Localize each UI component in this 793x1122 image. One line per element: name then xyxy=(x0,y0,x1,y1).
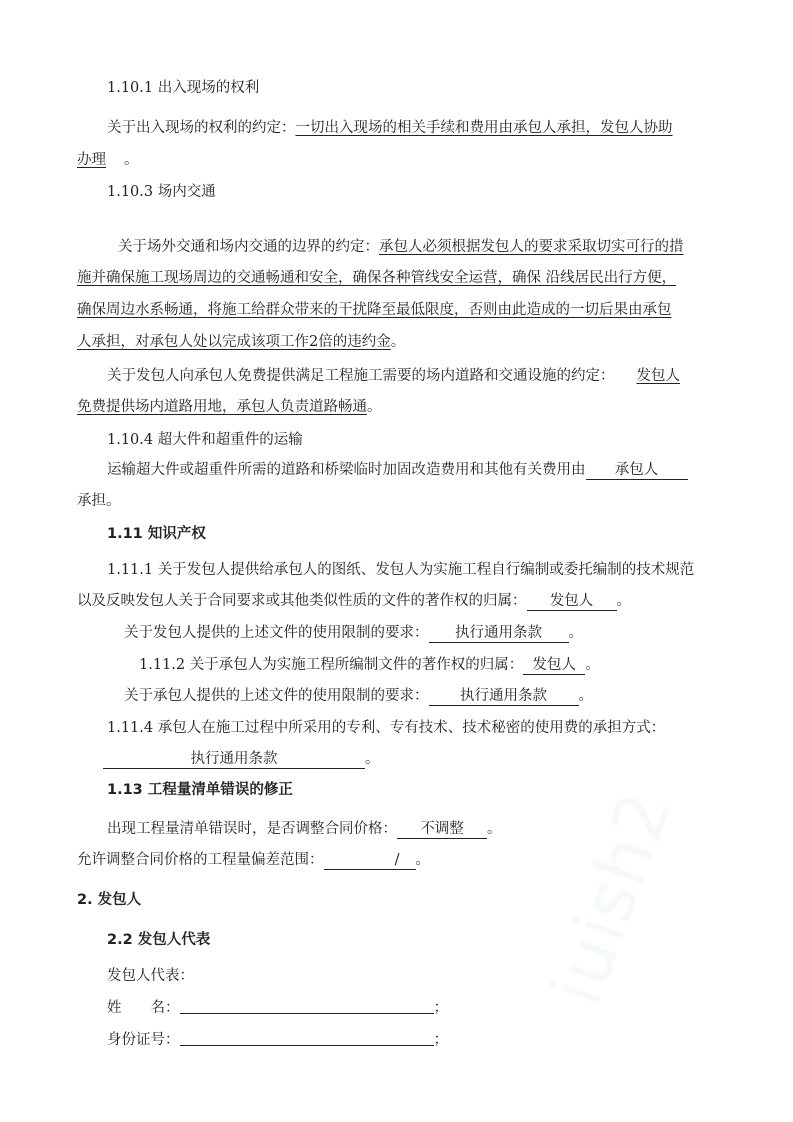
label: 关于场外交通和场内交通的边界的约定： xyxy=(118,239,379,255)
value: 不调整 xyxy=(397,821,487,839)
end: ； xyxy=(433,1000,448,1016)
value: 发包人 xyxy=(523,657,585,675)
end: 。 xyxy=(585,657,600,673)
ip-1-11-1-line3 xyxy=(124,623,583,643)
ip-1-11-1-line1: 1.11.1 关于发包人提供给承包人的图纸、发包人为实施工程自行编制或委托编制的技术规范 xyxy=(107,562,695,578)
heading-1-10-1: 1.10.1 出入现场的权利 xyxy=(107,80,260,96)
entry-access-rights-cont xyxy=(77,150,139,170)
value: 发包人 xyxy=(636,368,680,384)
heading-1-13: 1.13 工程量清单错误的修正 xyxy=(107,782,293,798)
value: / xyxy=(324,852,416,870)
heading-1-10-4: 1.10.4 超大件和超重件的运输 xyxy=(107,432,303,448)
end: 。 xyxy=(487,821,502,837)
label: 关于发包人提供的上述文件的使用限制的要求： xyxy=(124,625,429,641)
rep-intro: 发包人代表： xyxy=(107,968,194,984)
label: 以及反映发包人关于合同要求或其他类似性质的文件的著作权的归属： xyxy=(77,593,527,609)
boq-deviation-range xyxy=(77,850,430,870)
traffic-boundary-line3: 确保周边水系畅通，将施工给群众带来的干扰降至最低限度，否则由此造成的一切后果由承包 xyxy=(77,302,672,318)
heading-2: 2. 发包人 xyxy=(77,892,142,908)
id-number-field[interactable] xyxy=(180,1030,434,1046)
heading-1-10-3: 1.10.3 场内交通 xyxy=(107,184,216,200)
name-field[interactable] xyxy=(180,998,434,1014)
label: 关于承包人提供的上述文件的使用限制的要求： xyxy=(124,688,429,704)
watermark: iuish2 xyxy=(535,780,688,1016)
id-label: 身份证号： xyxy=(107,1032,180,1048)
ip-1-11-4-line1: 1.11.4 承包人在施工过程中所采用的专利、专有技术、技术秘密的使用费的承担方式： xyxy=(107,720,666,736)
label: 运输超大件或超重件所需的道路和桥梁临时加固改造费用和其他有关费用由 xyxy=(107,462,586,478)
label: 允许调整合同价格的工程量偏差范围： xyxy=(77,852,324,868)
traffic-boundary-line1 xyxy=(118,237,684,257)
value: 办理 xyxy=(77,152,106,168)
label: 关于发包人向承包人免费提供满足工程施工需要的场内道路和交通设施的约定： xyxy=(107,368,615,384)
value: 执行通用条款 xyxy=(429,688,579,706)
site-roads-line2 xyxy=(77,397,382,417)
name-label: 姓 名： xyxy=(107,1000,180,1016)
boq-adjust-price xyxy=(107,819,502,839)
rep-name-row xyxy=(107,998,448,1018)
label: 出现工程量清单错误时，是否调整合同价格： xyxy=(107,821,397,837)
heading-1-11: 1.11 知识产权 xyxy=(107,526,206,542)
value: 人承担，对承包人处以完成该项工作2倍的违约金 xyxy=(77,334,391,350)
value: 执行通用条款 xyxy=(103,751,365,769)
label: 1.11.2 关于承包人为实施工程所编制文件的著作权的归属： xyxy=(139,657,524,673)
oversize-transport-line1 xyxy=(107,460,688,480)
traffic-boundary-line4 xyxy=(77,332,405,352)
ip-1-11-2-line2 xyxy=(124,686,593,706)
end: 。 xyxy=(367,399,382,415)
site-roads-line1 xyxy=(107,366,680,386)
label: 关于出入现场的权利的约定： xyxy=(107,120,296,136)
value: 承包人必须根据发包人的要求采取切实可行的措 xyxy=(379,239,684,255)
end: 。 xyxy=(390,334,406,350)
ip-1-11-2-line1 xyxy=(139,655,600,675)
value: 执行通用条款 xyxy=(429,625,569,643)
value: 承包人 xyxy=(586,462,688,480)
value: 一切出入现场的相关手续和费用由承包人承担，发包人协助 xyxy=(295,120,673,136)
ip-1-11-4-line2 xyxy=(103,749,380,769)
end: 。 xyxy=(578,688,593,704)
end: 。 xyxy=(124,152,139,168)
ip-1-11-1-line2 xyxy=(77,591,631,611)
value: 发包人 xyxy=(527,593,617,611)
end: 。 xyxy=(616,593,631,609)
end: 。 xyxy=(365,751,380,767)
end: 。 xyxy=(568,625,583,641)
end: ； xyxy=(433,1032,448,1048)
value: 免费提供场内道路用地，承包人负责道路畅通 xyxy=(77,399,367,415)
entry-access-rights xyxy=(107,118,673,138)
heading-2-2: 2.2 发包人代表 xyxy=(107,932,211,948)
rep-id-row xyxy=(107,1030,448,1050)
oversize-transport-line2: 承担。 xyxy=(77,493,121,509)
end: 。 xyxy=(415,852,430,868)
traffic-boundary-line2: 施并确保施工现场周边的交通畅通和安全，确保各种管线安全运营，确保 沿线居民出行方便， xyxy=(77,270,677,286)
